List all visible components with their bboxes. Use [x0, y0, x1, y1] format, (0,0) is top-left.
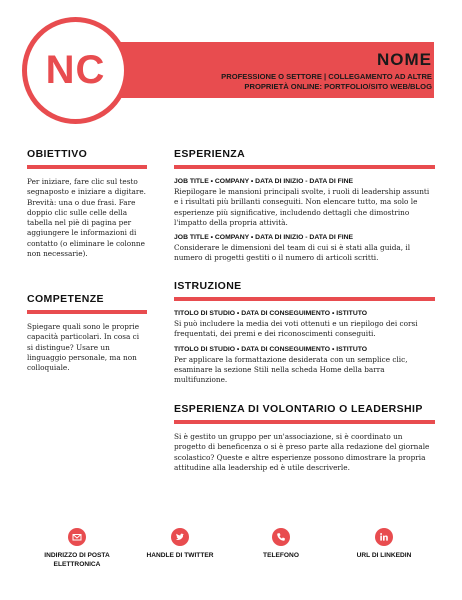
experience-title[interactable]: ESPERIENZA	[174, 148, 246, 160]
job-description[interactable]: Considerare le dimensioni del team di cui si è stati alla guida, il numero di progetti gestiti o il numero di articoli scritti.	[174, 243, 411, 263]
contact-twitter[interactable]	[125, 528, 235, 561]
section-divider	[27, 310, 147, 314]
skills-title[interactable]: COMPETENZE	[27, 293, 104, 305]
education-heading[interactable]: TITOLO DI STUDIO • DATA DI CONSEGUIMENTO • ISTITUTO	[174, 345, 368, 353]
phone-icon	[272, 528, 290, 546]
education-section	[174, 280, 435, 385]
experience-section	[174, 148, 435, 264]
contact-label: URL DI LINKEDIN	[356, 552, 412, 559]
section-divider	[174, 297, 435, 301]
volunteer-text[interactable]: Si è gestito un gruppo per un'associazione, si è coordinato un progetto di beneficenza o si è preso parte alla redazione del giornale scolastico? Queste e altre esperienze possono dimostrare la propria attitudine alla leadership ed è utile descriverle.	[174, 432, 430, 472]
education-description[interactable]: Per applicare la formattazione desiderata con un semplice clic, esaminare la sezione Stili nella scheda Home della barra multifunzione.	[174, 354, 408, 385]
linkedin-icon	[375, 528, 393, 546]
experience-item	[174, 177, 435, 228]
job-heading[interactable]: JOB TITLE • COMPANY • DATA DI INIZIO - DATA DI FINE	[174, 234, 354, 242]
skills-text[interactable]: Spiegare quali sono le proprie capacità particolari. In cosa ci si distingue? Usare un linguaggio personale, ma non colloquiale.	[27, 322, 140, 373]
objective-title[interactable]: OBIETTIVO	[27, 148, 88, 160]
objective-section	[27, 148, 147, 259]
education-item	[174, 345, 435, 386]
initials-badge	[22, 17, 129, 124]
contact-email[interactable]	[22, 528, 132, 569]
section-divider	[27, 165, 147, 169]
contact-linkedin[interactable]	[329, 528, 439, 561]
section-divider	[174, 420, 435, 424]
education-title[interactable]: ISTRUZIONE	[174, 280, 242, 292]
initials[interactable]: NC	[45, 48, 106, 92]
twitter-icon	[171, 528, 189, 546]
volunteer-title[interactable]: ESPERIENZA DI VOLONTARIO O LEADERSHIP	[174, 403, 423, 415]
education-description[interactable]: Si può includere la media dei voti ottenuti e un riepilogo dei corsi frequentati, dei premi e dei riconoscimenti conseguiti.	[174, 319, 418, 339]
section-divider	[174, 165, 435, 169]
education-item	[174, 309, 435, 340]
contact-phone[interactable]	[226, 528, 336, 561]
volunteer-section	[174, 403, 435, 473]
candidate-name[interactable]: NOME	[377, 50, 432, 69]
experience-item	[174, 233, 435, 264]
objective-text[interactable]: Per iniziare, fare clic sul testo segnaposto e iniziare a digitare. Brevità: una o due frasi. Fare doppio clic sulle celle della tabella nel piè di pagina per aggiungere le informazioni di contatto (o eliminare le colonne non necessarie).	[27, 177, 146, 259]
skills-section	[27, 293, 147, 373]
profession-subtitle[interactable]: PROFESSIONE O SETTORE | COLLEGAMENTO AD ALTRE PROPRIETÀ ONLINE: PORTFOLIO/SITO WEB/BLOG	[221, 72, 432, 91]
contact-label: TELEFONO	[263, 552, 299, 559]
education-heading[interactable]: TITOLO DI STUDIO • DATA DI CONSEGUIMENTO • ISTITUTO	[174, 310, 368, 317]
contact-label: HANDLE DI TWITTER	[146, 552, 214, 559]
email-icon	[68, 528, 86, 546]
job-heading[interactable]: JOB TITLE • COMPANY • DATA DI INIZIO - DATA DI FINE	[174, 178, 354, 185]
job-description[interactable]: Riepilogare le mansioni principali svolte, i ruoli di leadership assunti e i risultati più brillanti conseguiti. Non elencare tutto, ma solo le esperienze più significative, includendo dettagli che dimostrino l'impatto della propria attività.	[174, 187, 430, 227]
contact-label: INDIRIZZO DI POSTA ELETTRONICA	[44, 552, 110, 568]
contact-footer	[0, 528, 462, 578]
